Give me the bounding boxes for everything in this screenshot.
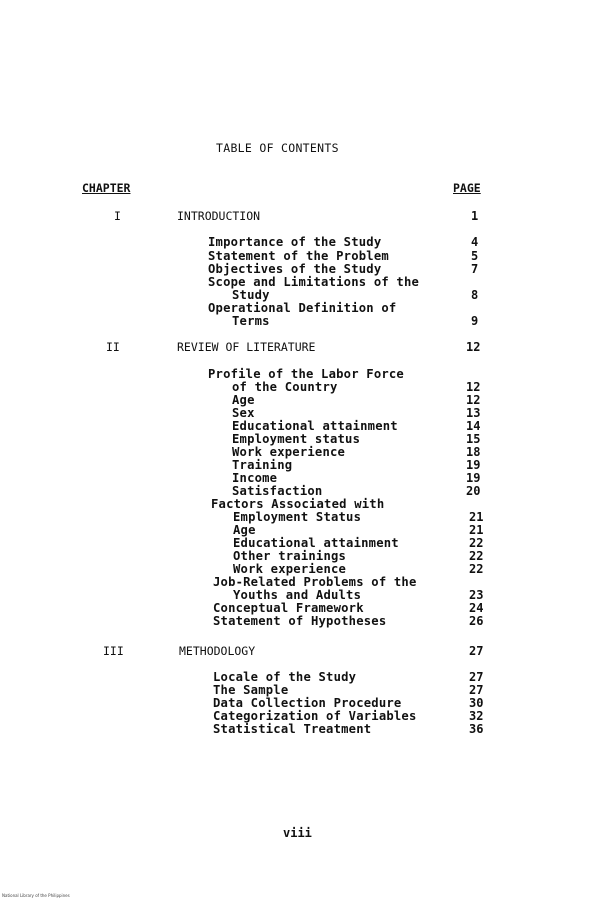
chapter-title: METHODOLOGY (179, 644, 256, 658)
chapter-page: 1 (471, 209, 479, 223)
toc-entry: Locale of the Study (213, 670, 357, 684)
toc-page: 30 (469, 696, 484, 710)
toc-entry: Satisfaction (232, 484, 323, 498)
toc-entry: Employment Status (233, 510, 362, 524)
toc-entry: Income (232, 471, 278, 485)
toc-page: 12 (466, 393, 481, 407)
toc-entry: Youths and Adults (233, 588, 362, 602)
toc-page: 27 (469, 670, 484, 684)
toc-page: 8 (471, 288, 479, 302)
chapter-title: REVIEW OF LITERATURE (177, 340, 316, 354)
toc-page: 27 (469, 683, 484, 697)
toc-page: 4 (471, 235, 479, 249)
toc-page: 21 (469, 510, 484, 524)
toc-entry: Sex (232, 406, 255, 420)
toc-entry: Terms (232, 314, 270, 328)
toc-entry: Other trainings (233, 549, 347, 563)
toc-entry: Age (232, 393, 255, 407)
chapter-title: INTRODUCTION (177, 209, 261, 223)
toc-entry: Statement of the Problem (208, 249, 389, 263)
chapter-page: 12 (466, 340, 481, 354)
toc-page: 9 (471, 314, 479, 328)
toc-entry: Profile of the Labor Force (208, 367, 404, 381)
toc-page: 21 (469, 523, 484, 537)
toc-entry: Statement of Hypotheses (213, 614, 387, 628)
toc-page: 12 (466, 380, 481, 394)
toc-entry: Factors Associated with (211, 497, 385, 511)
toc-page: 19 (466, 458, 481, 472)
toc-page: 32 (469, 709, 484, 723)
page-number: viii (283, 826, 312, 840)
chapter-page: 27 (469, 644, 484, 658)
toc-page: 20 (466, 484, 481, 498)
toc-entry: Training (232, 458, 293, 472)
toc-page: 19 (466, 471, 481, 485)
toc-page: 36 (469, 722, 484, 736)
toc-entry: Work experience (233, 562, 347, 576)
chapter-number: III (103, 644, 124, 658)
toc-entry: Employment status (232, 432, 361, 446)
toc-page: 15 (466, 432, 481, 446)
toc-entry: Data Collection Procedure (213, 696, 402, 710)
toc-entry: Job-Related Problems of the (213, 575, 417, 589)
toc-page: 22 (469, 549, 484, 563)
toc-entry: Objectives of the Study (208, 262, 382, 276)
toc-page: 26 (469, 614, 484, 628)
toc-entry: Age (233, 523, 256, 537)
toc-entry: Study (232, 288, 270, 302)
toc-entry: Categorization of Variables (213, 709, 417, 723)
toc-page: 5 (471, 249, 479, 263)
toc-entry: Educational attainment (233, 536, 399, 550)
toc-entry: Statistical Treatment (213, 722, 372, 736)
toc-entry: Educational attainment (232, 419, 398, 433)
toc-page: 22 (469, 562, 484, 576)
toc-page: 24 (469, 601, 484, 615)
toc-page: 23 (469, 588, 484, 602)
toc-entry: Operational Definition of (208, 301, 397, 315)
chapter-number: I (114, 209, 121, 223)
toc-entry: Work experience (232, 445, 346, 459)
toc-entry: Importance of the Study (208, 235, 382, 249)
toc-entry: Scope and Limitations of the (208, 275, 420, 289)
toc-page: 18 (466, 445, 481, 459)
library-stamp: National Library of the Philippines (2, 893, 70, 898)
page-column-header: PAGE (453, 181, 481, 195)
toc-entry: Conceptual Framework (213, 601, 364, 615)
toc-entry: The Sample (213, 683, 289, 697)
toc-page: 7 (471, 262, 479, 276)
toc-page: 22 (469, 536, 484, 550)
page-title: TABLE OF CONTENTS (216, 141, 339, 155)
toc-page: 14 (466, 419, 481, 433)
toc-page: 13 (466, 406, 481, 420)
toc-entry: of the Country (232, 380, 338, 394)
chapter-column-header: CHAPTER (82, 181, 131, 195)
chapter-number: II (106, 340, 120, 354)
